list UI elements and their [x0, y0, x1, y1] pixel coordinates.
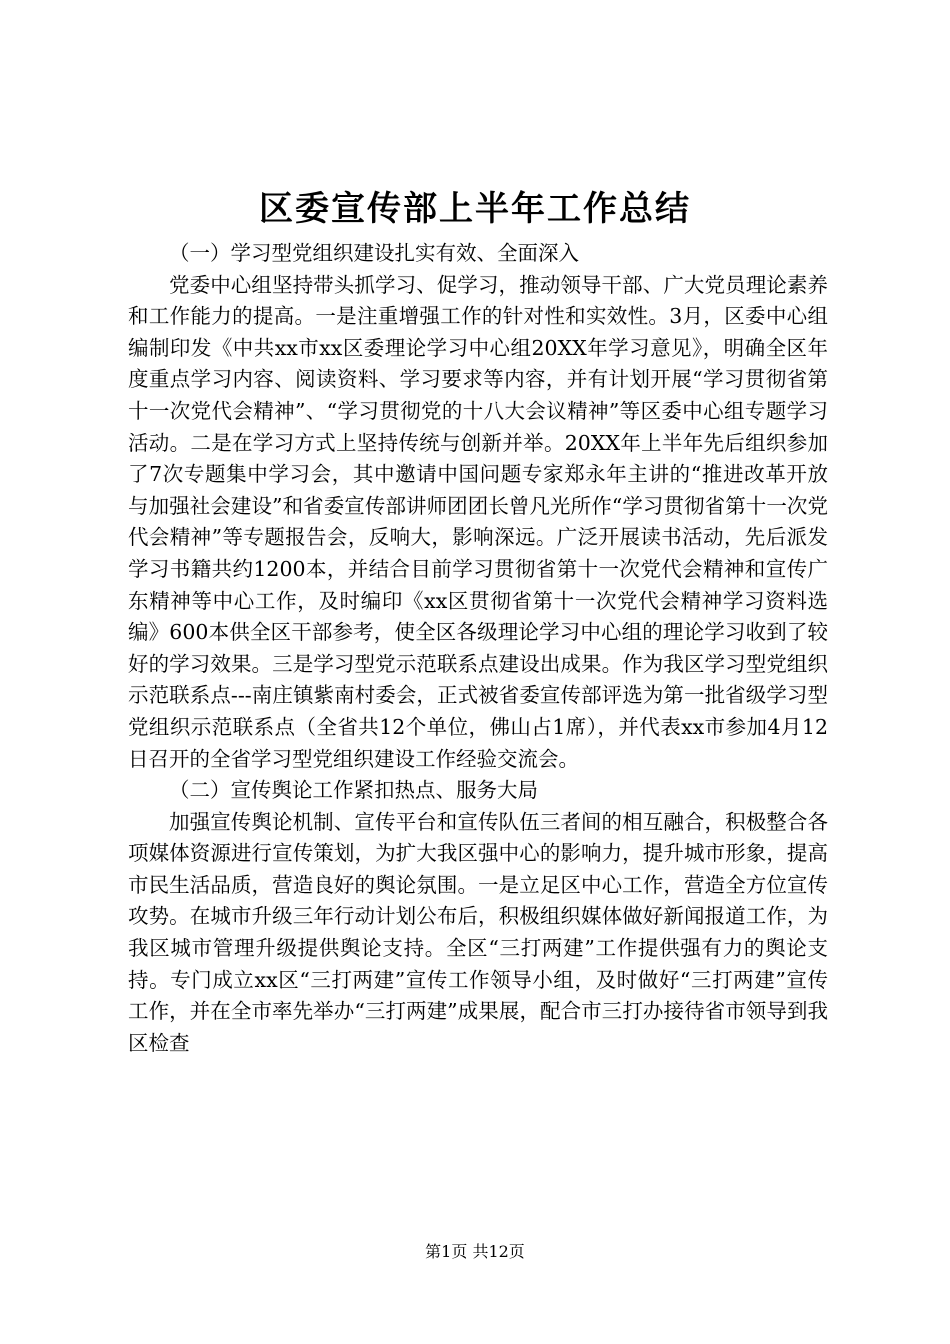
section-heading-2: （二）宣传舆论工作紧扣热点、服务大局	[169, 778, 538, 803]
section-heading-1: （一）学习型党组织建设扎实有效、全面深入	[169, 241, 579, 265]
paragraph-1: 党委中心组坚持带头抓学习、促学习，推动领导干部、广大党员理论素养和工作能力的提高。一是注重增强工作的针对性和实效性。3月，区委中心组编制印发《中共xx市xx区委理论学习中心组20XX年学习意见》，明确全区年度重点学习内容、阅读资料、学习要求等内容，并有计划开展“学习贯彻省第十一次党代会精神”、“学习贯彻党的十八大会议精神”等区委中心组专题学习活动。二是在学习方式上坚持传统与创新并举。20XX年上半年先后组织参加了7次专题集中学习会，其中邀请中国问题专家郑永年主讲的“推进改革开放与加强社会建设”和省委宣传部讲师团团长曾凡光所作“学习贯彻省第十一次党代会精神”等专题报告会，反响大，影响深远。广泛开展读书活动，先后派发学习书籍共约1200本，并结合目前学习贯彻省第十一次党代会精神和宣传广东精神等中心工作，及时编印《xx区贯彻省第十一次党代会精神学习资料选编》600本供全区干部参考，使全区各级理论学习中心组的理论学习收到了较好的学习效果。三是学习型党示范联系点建设出成果。作为我区学习型党组织示范联系点---南庄镇紫南村委会，正式被省委宣传部评选为第一批省级学习型党组织示范联系点（全省共12个单位，佛山占1席），并代表xx市参加4月12日召开的全省学习型党组织建设工作经验交流会。	[128, 272, 828, 771]
document-title: 区委宣传部上半年工作总结	[259, 189, 691, 229]
page-number-footer: 第1页 共12页	[425, 1242, 525, 1261]
paragraph-2: 加强宣传舆论机制、宣传平台和宣传队伍三者间的相互融合，积极整合各项媒体资源进行宣传策划，为扩大我区强中心的影响力，提升城市形象，提高市民生活品质，营造良好的舆论氛围。一是立足区中心工作，营造全方位宣传攻势。在城市升级三年行动计划公布后，积极组织媒体做好新闻报道工作，为我区城市管理升级提供舆论支持。全区“三打两建”工作提供强有力的舆论支持。专门成立xx区“三打两建”宣传工作领导小组，及时做好“三打两建”宣传工作，并在全市率先举办“三打两建”成果展，配合市三打办接待省市领导到我区检查	[128, 809, 828, 1055]
document-body	[128, 238, 828, 1059]
